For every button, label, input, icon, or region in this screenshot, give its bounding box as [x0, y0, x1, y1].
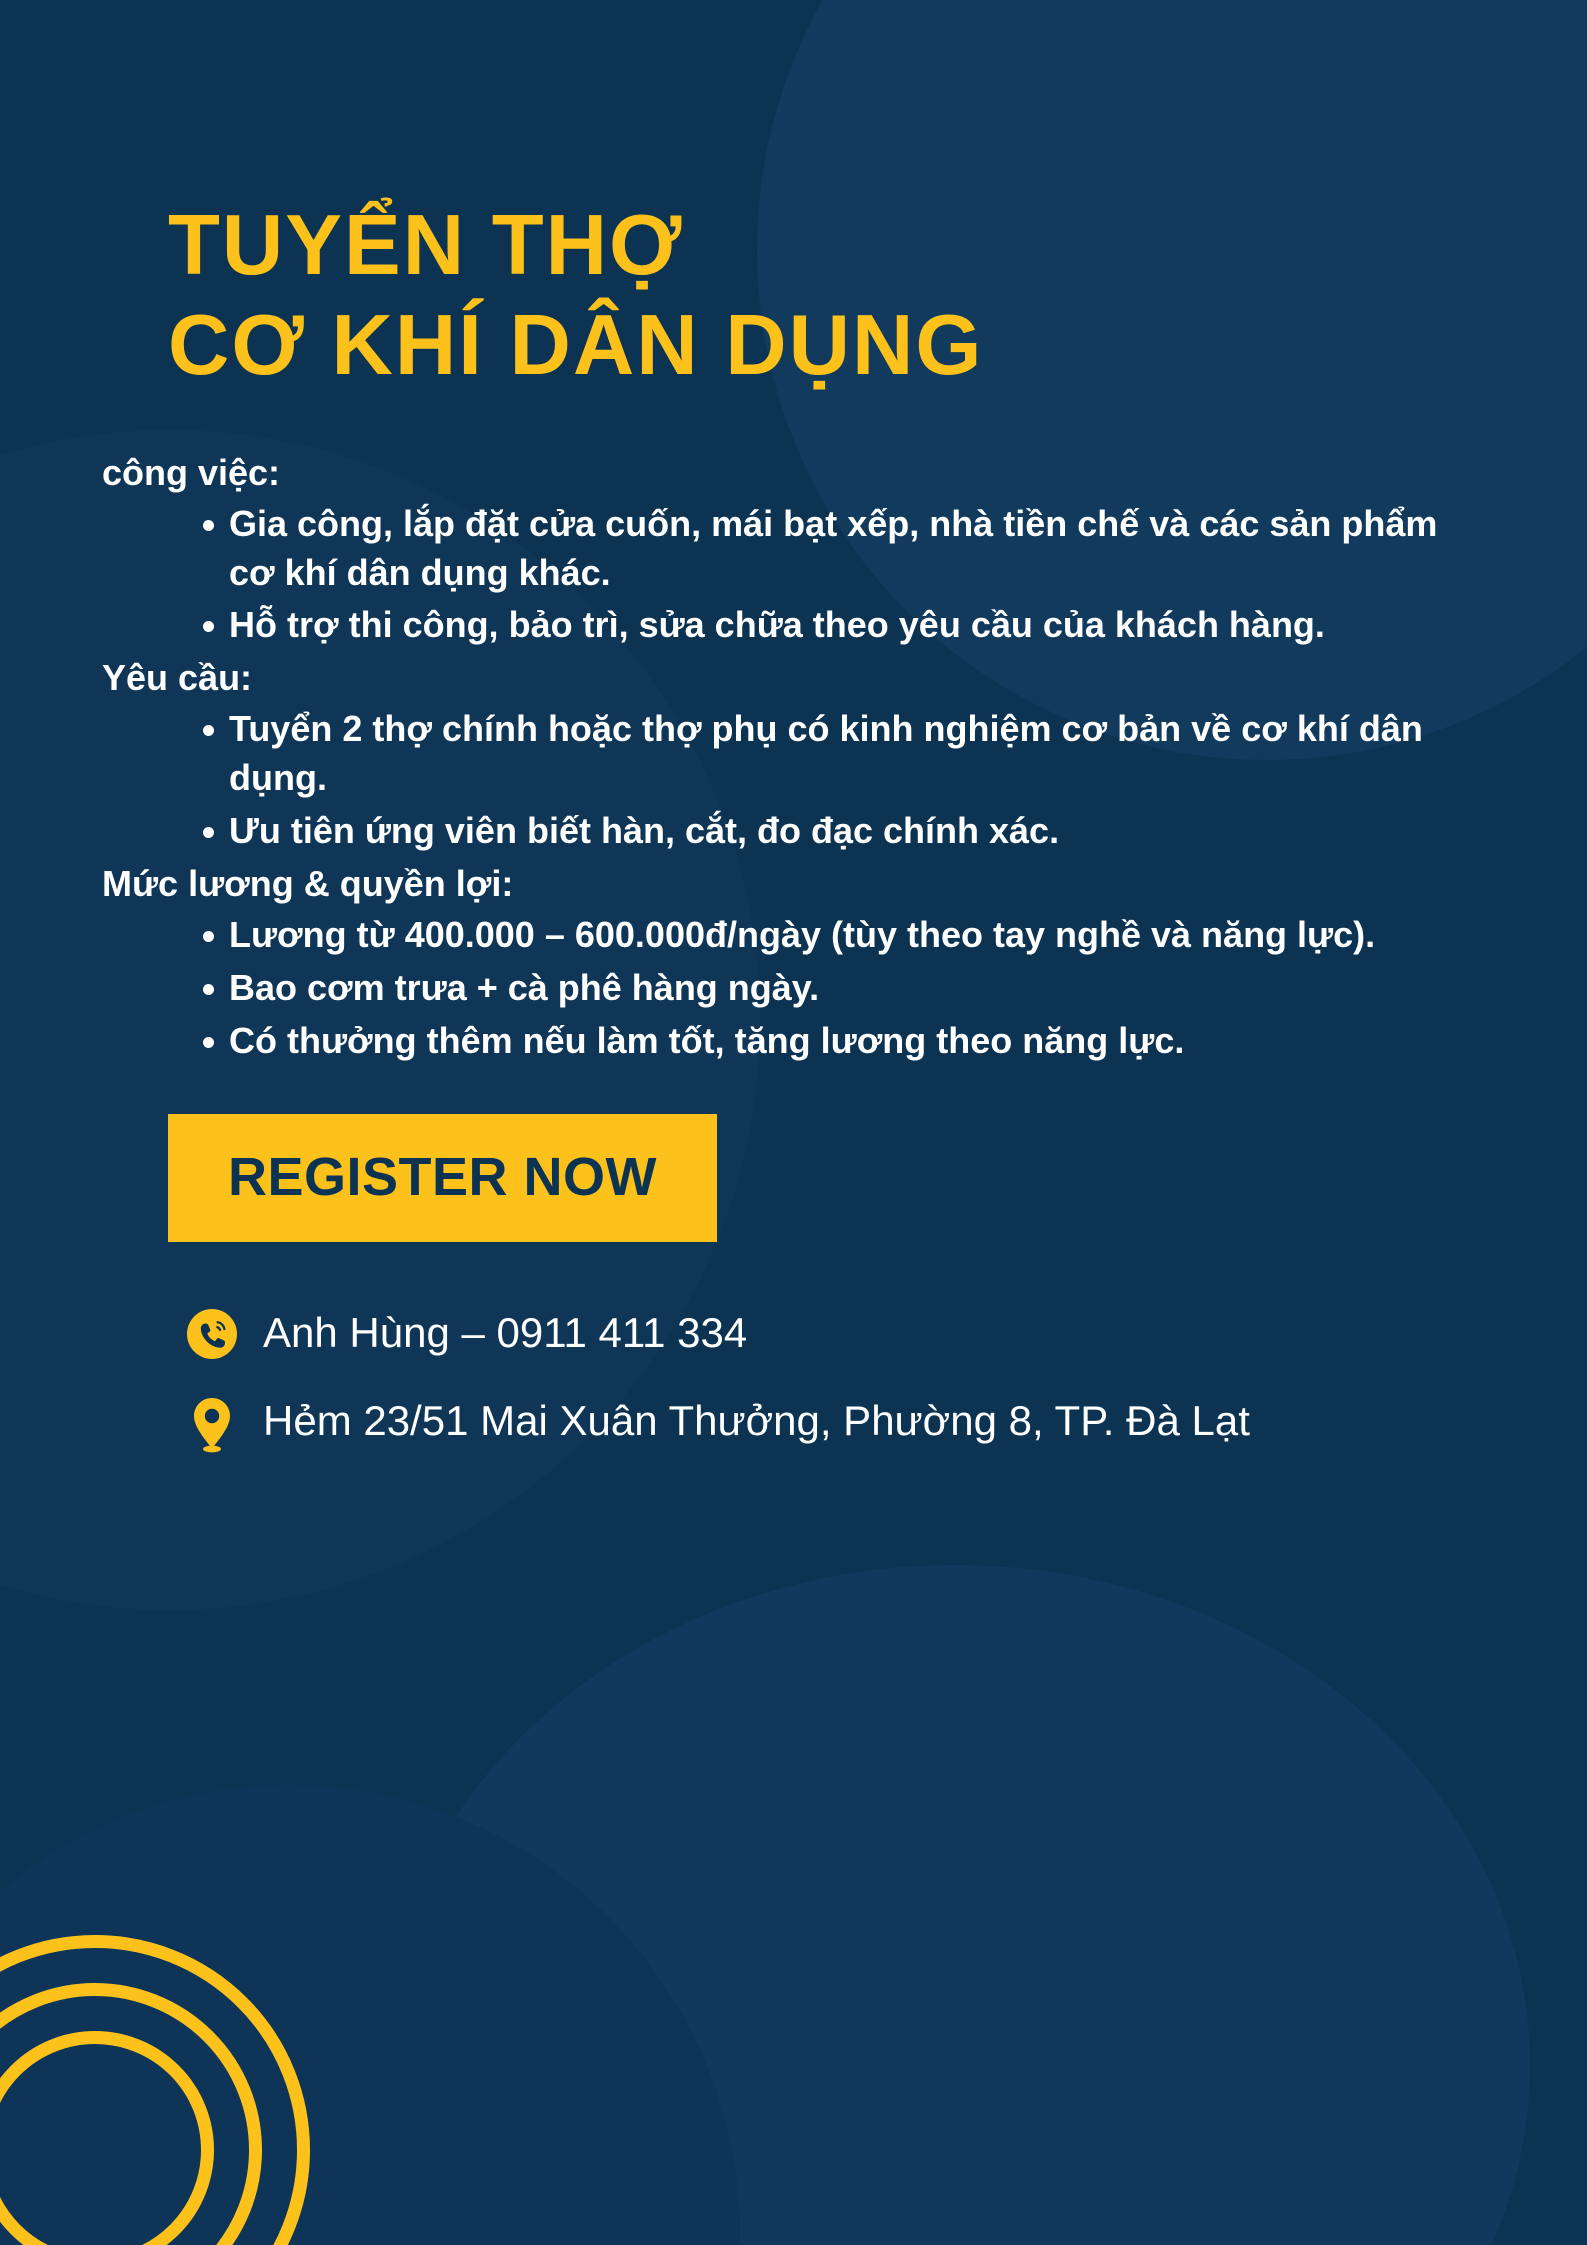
headline-line-2: CƠ KHÍ DÂN DỤNG: [168, 298, 984, 394]
contact-phone-text: Anh Hùng – 0911 411 334: [263, 1309, 748, 1357]
register-now-button[interactable]: REGISTER NOW: [168, 1114, 717, 1242]
section-item-list: [95, 500, 1492, 651]
list-item: Ưu tiên ứng viên biết hàn, cắt, đo đạc chính xác.: [203, 807, 1492, 856]
list-item: Bao cơm trưa + cà phê hàng ngày.: [203, 964, 1492, 1013]
phone-icon: [181, 1304, 243, 1360]
page-title: [95, 0, 1492, 397]
contact-row-address[interactable]: [181, 1392, 1492, 1454]
section-item-list: [95, 705, 1492, 856]
section-job-duties: [95, 449, 1492, 651]
decorative-rings: [0, 1935, 310, 2245]
section-item-list: [95, 911, 1492, 1066]
details-block: [95, 449, 1492, 1066]
contact-address-text: Hẻm 23/51 Mai Xuân Thưởng, Phường 8, TP. Đà Lạt: [263, 1396, 1250, 1444]
contact-info: [95, 1304, 1492, 1454]
section-label: Mức lương & quyền lợi:: [102, 863, 514, 905]
section-requirements: [95, 654, 1492, 856]
cta-container: [95, 1114, 1492, 1242]
list-item: Hỗ trợ thi công, bảo trì, sửa chữa theo yêu cầu của khách hàng.: [203, 601, 1492, 650]
section-label: Yêu cầu:: [102, 657, 253, 699]
headline-line-1: TUYỂN THỢ: [168, 198, 684, 293]
contact-row-phone[interactable]: [181, 1304, 1492, 1362]
list-item: Lương từ 400.000 – 600.000đ/ngày (tùy theo tay nghề và năng lực).: [203, 911, 1492, 960]
list-item: Có thưởng thêm nếu làm tốt, tăng lương theo năng lực.: [203, 1017, 1492, 1066]
section-label: công việc:: [102, 451, 281, 493]
section-salary-benefits: [95, 860, 1492, 1066]
list-item: Tuyển 2 thợ chính hoặc thợ phụ có kinh nghiệm cơ bản về cơ khí dân dụng.: [203, 705, 1492, 803]
location-pin-icon: [181, 1392, 243, 1454]
list-item: Gia công, lắp đặt cửa cuốn, mái bạt xếp, nhà tiền chế và các sản phẩm cơ khí dân dụng khác.: [203, 500, 1492, 598]
